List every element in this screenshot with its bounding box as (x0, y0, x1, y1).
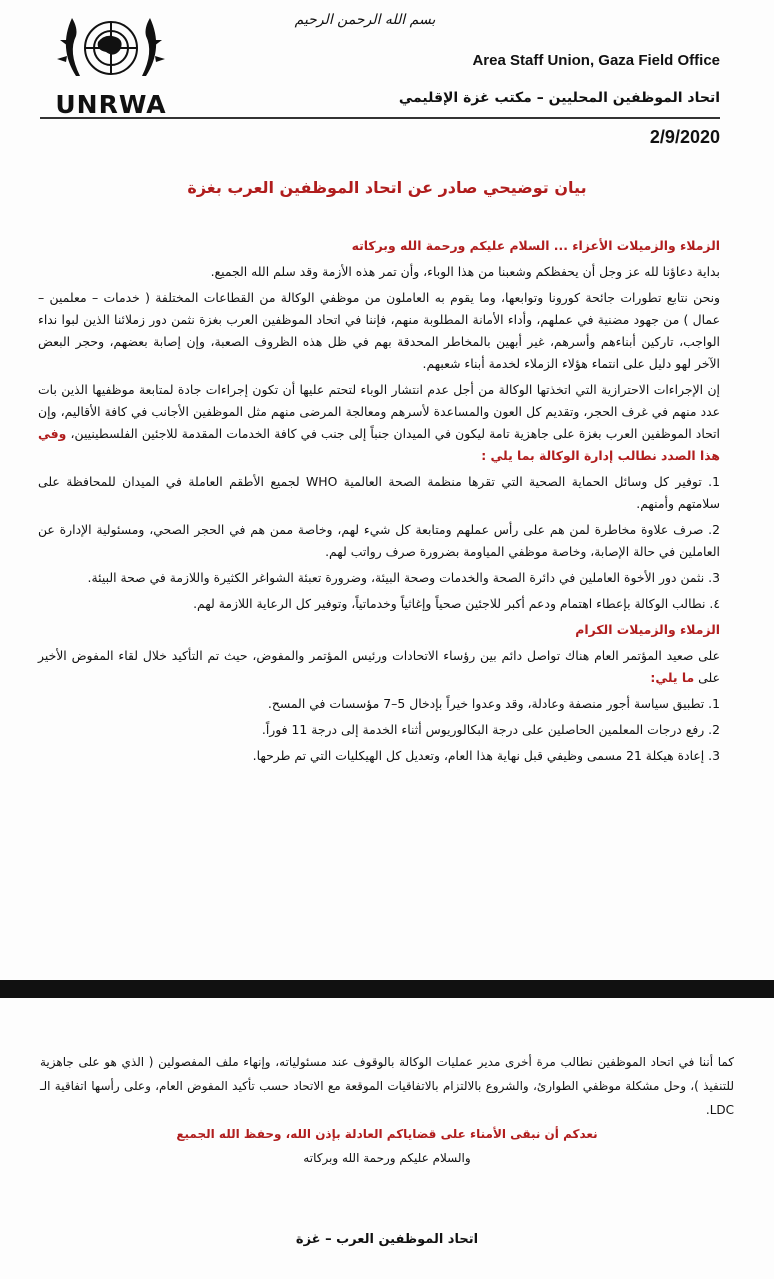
paragraph-text: إن الإجراءات الاحترازية التي اتخذتها الوكالة من أجل عدم انتشار الوباء لتحتم عليها أن تكون إجراءات جادة لمتابعة موظفيها الذين بات عدد منهم في غرف الحجر، وتقديم كل العون والمساعدة لأسرهم ومعالجة المرضى منهم مثل الموظفين الأجانب في كافة الأقاليم، وإن اتحاد الموظفين العرب بغزة على جاهزية تامة ليكون في الميدان جنباً إلى جنب في كافة الخدمات المقدمة للاجئين الفلسطينيين، (38, 382, 720, 441)
list-item: 3. نثمن دور الأخوة العاملين في دائرة الصحة والخدمات وصحة البيئة، وضرورة تعبئة الشواغر الكثيرة واللازمة في صحة البيئة. (87, 570, 720, 585)
list-item: 2. صرف علاوة مخاطرة لمن هم على رأس عملهم ومتابعة كل شيء لهم، وخاصة ممن هم في الحجر الصحي، ومسئولية الإدارة عن العاملين في حالة الإصابة، وخاصة موظفي المياومة بضرورة صرف رواتب لهم. (38, 522, 720, 559)
org-name-en: Area Staff Union, Gaza Field Office (472, 52, 720, 69)
org-name-ar: اتحاد الموظفين المحليين – مكتب غزة الإقليمي (398, 90, 720, 106)
signature: اتحاد الموظفين العرب – غزة (295, 1232, 479, 1247)
list-item: 2. رفع درجات المعلمين الحاصلين على درجة البكالوريوس أثناء الخدمة إلى درجة 11 فوراً. (261, 722, 720, 737)
header-divider (40, 117, 720, 119)
logo-text: UNRWA (55, 90, 167, 119)
page-separator (0, 980, 774, 998)
document-date: 2/9/2020 (649, 127, 720, 147)
list-item: 1. توفير كل وسائل الحماية الصحية التي تقرها منظمة الصحة العالمية WHO لجميع الأطقم العاملة في الميدان للمحافظة على سلامتهم وأمنهم. (38, 474, 720, 511)
points-intro: ما يلي: (650, 670, 695, 685)
paragraph: ونحن نتابع تطورات جائحة كورونا وتوابعها، وما يقوم به العاملون من موظفي الوكالة من القطاعات المختلفة ( خدمات – معلمين – عمال ) من جهود مضنية في عملهم، وأداء الأمانة المطلوبة منهم، فإننا في اتحاد الموظفين العرب بغزة نثمن دور زملائنا الذين لبوا نداء الواجب، تاركين أبناءهم وأسرهم، غير أبهين بالمخاطر المحدقة بهم في ظل هذه الظروف الصعبة، وإن إصابة بعضهم، وحجر البعض الآخر لهو دليل على انتماء هؤلاء الزملاء لخدمة أبناء شعبهم. (38, 290, 720, 371)
closing-paragraph: كما أننا في اتحاد الموظفين نطالب مرة أخرى مدير عمليات الوكالة بالوقوف عند مسئولياته، وإنهاء ملف المفصولين ( الذي هو على جاهزية للتنفيذ )، وحل مشكلة موظفي الطوارئ، والشروع بالالتزام بالاتفاقيات الموقعة مع الاتحاد حسب تأكيد المفوض العام، وعلى رأسها اتفاقية الـ LDC. (40, 1055, 734, 1117)
paragraph (38, 379, 720, 467)
list-item: 3. إعادة هيكلة 21 مسمى وظيفي قبل نهاية هذا العام، وتعديل كل الهيكليات التي تم طرحها. (252, 748, 720, 763)
demands-intro: وفي هذا الصدد نطالب إدارة الوكالة بما يلي : (38, 426, 720, 463)
list-item: 1. تطبيق سياسة أجور منصفة وعادلة، وقد وعدوا خيراً بإدخال 5–7 مؤسسات في المسح. (267, 696, 720, 711)
bismillah: بسم الله الرحمن الرحيم (294, 12, 436, 28)
list-item: ٤. نطالب الوكالة بإعطاء اهتمام ودعم أكبر للاجئين صحياً وإغاثياً وخدماتياً، وتوفير كل الرعاية اللازمة لهم. (193, 596, 720, 611)
pledge: نعدكم أن نبقى الأمناء على قضاياكم العادلة بإذن الله، وحفظ الله الجميع (176, 1127, 598, 1141)
closing-section (40, 1050, 734, 1170)
greeting-1: الزملاء والزميلات الأعزاء ... السلام عليكم ورحمة الله وبركاته (351, 238, 720, 253)
paragraph-text: على صعيد المؤتمر العام هناك تواصل دائم بين رؤساء الاتحادات ورئيس المؤتمر والمفوض، حيث تم التأكيد خلال لقاء المفوض الأخير على (38, 648, 720, 685)
paragraph: بداية دعاؤنا لله عز وجل أن يحفظكم وشعبنا من هذا الوباء، وأن تمر هذه الأزمة وقد سلم الله الجميع. (210, 264, 720, 279)
paragraph (38, 645, 720, 689)
salutation: والسلام عليكم ورحمة الله وبركاته (303, 1151, 471, 1165)
main-body (38, 235, 720, 771)
document-title: بيان توضيحي صادر عن اتحاد الموظفين العرب بغزة (187, 178, 587, 197)
un-emblem-icon (46, 6, 176, 92)
greeting-2: الزملاء والزميلات الكرام (575, 622, 720, 637)
unrwa-logo (46, 6, 176, 119)
